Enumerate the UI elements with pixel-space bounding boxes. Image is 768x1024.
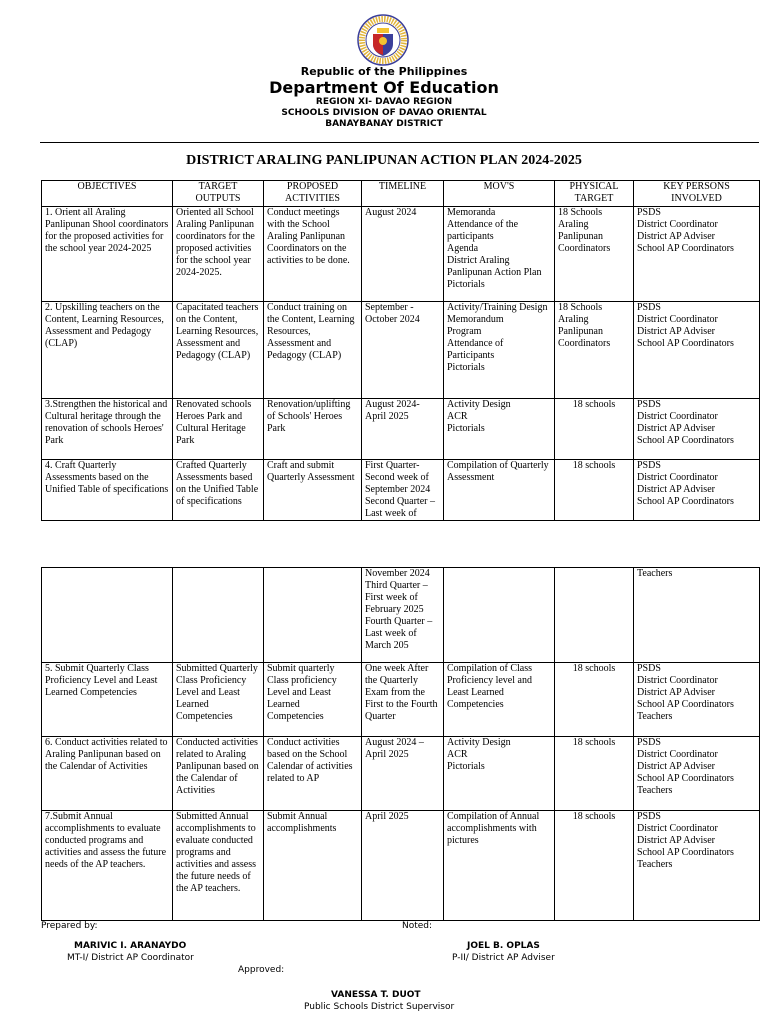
table-row bbox=[42, 737, 760, 811]
objective-cell: 4. Craft Quarterly Assessments based on the Unified Table of specifications bbox=[42, 460, 173, 521]
mov-item: Compilation of Class Proficiency level and Least Learned Competencies bbox=[447, 663, 532, 710]
header-divider bbox=[40, 142, 759, 143]
person-item: School AP Coordinators bbox=[637, 435, 734, 446]
table-row bbox=[42, 302, 760, 399]
key-persons-cell bbox=[634, 737, 760, 811]
person-item: District Coordinator bbox=[637, 411, 718, 422]
region-line: REGION XI- DAVAO REGION bbox=[315, 97, 453, 107]
movs-cell bbox=[444, 399, 555, 460]
output-cell: Submitted Annual accomplishments to evaluate conducted programs and activities and assess the future needs of the AP teachers. bbox=[173, 811, 264, 921]
mov-item: Agenda bbox=[447, 243, 479, 254]
activity-cell: Conduct activities based on the School Calendar of activities related to AP bbox=[264, 737, 362, 811]
timeline-cell: August 2024- April 2025 bbox=[362, 399, 444, 460]
person-item: District AP Adviser bbox=[637, 326, 715, 337]
movs-cell bbox=[444, 811, 555, 921]
key-persons-cell: Teachers bbox=[634, 568, 760, 663]
person-item: District AP Adviser bbox=[637, 423, 715, 434]
output-cell: Crafted Quarterly Assessments based on the Unified Table of specifications bbox=[173, 460, 264, 521]
document-title: DISTRICT ARALING PANLIPUNAN ACTION PLAN 2024-2025 bbox=[186, 153, 582, 168]
mov-item: ACR bbox=[447, 749, 468, 760]
table-row bbox=[42, 460, 760, 521]
key-persons-cell bbox=[634, 663, 760, 737]
person-item: District AP Adviser bbox=[637, 835, 715, 846]
activity-cell: Submit quarterly Class proficiency Level and Least Learned Competencies bbox=[264, 663, 362, 737]
noted-label: Noted: bbox=[402, 921, 433, 931]
output-cell bbox=[173, 568, 264, 663]
activity-cell: Craft and submit Quarterly Assessment bbox=[264, 460, 362, 521]
approved-label: Approved: bbox=[238, 965, 285, 975]
person-item: PSDS bbox=[637, 399, 661, 410]
key-persons-cell bbox=[634, 460, 760, 521]
movs-cell bbox=[444, 663, 555, 737]
activity-cell: Renovation/uplifting of Schools' Heroes Park bbox=[264, 399, 362, 460]
key-persons-cell bbox=[634, 207, 760, 302]
department-name: Department Of Education bbox=[269, 78, 499, 97]
person-item: School AP Coordinators bbox=[637, 338, 734, 349]
mov-item: Activity Design bbox=[447, 737, 511, 748]
key-persons-cell bbox=[634, 811, 760, 921]
timeline-cell: April 2025 bbox=[362, 811, 444, 921]
mov-item: Attendance of the participants bbox=[447, 219, 519, 242]
movs-cell bbox=[444, 460, 555, 521]
col-header-timeline: TIMELINE bbox=[362, 181, 444, 207]
key-persons-cell bbox=[634, 302, 760, 399]
movs-cell bbox=[444, 302, 555, 399]
person-item: District Coordinator bbox=[637, 219, 718, 230]
mov-item: Pictorials bbox=[447, 761, 485, 772]
mov-item: Compilation of Annual accomplishments with pictures bbox=[447, 811, 540, 846]
table-row bbox=[42, 399, 760, 460]
table-row-continuation bbox=[42, 568, 760, 663]
person-item: PSDS bbox=[637, 811, 661, 822]
objective-cell: 2. Upskilling teachers on the Content, Learning Resources, Assessment and Pedagogy (CLAP) bbox=[42, 302, 173, 399]
physical-target-cell bbox=[555, 568, 634, 663]
person-item: PSDS bbox=[637, 302, 661, 313]
physical-target-cell: 18 schools bbox=[555, 811, 634, 921]
person-item: PSDS bbox=[637, 663, 661, 674]
physical-target-cell: 18 schools bbox=[555, 737, 634, 811]
activity-cell: Conduct meetings with the School Araling Panlipunan Coordinators on the activities to be done. bbox=[264, 207, 362, 302]
table-row bbox=[42, 207, 760, 302]
timeline-cell: September - October 2024 bbox=[362, 302, 444, 399]
objective-cell: 7.Submit Annual accomplishments to evaluate conducted programs and activities and assess the future needs of the AP teachers. bbox=[42, 811, 173, 921]
prepared-by-label: Prepared by: bbox=[41, 921, 98, 931]
table-row bbox=[42, 811, 760, 921]
noted-position: P-II/ District AP Adviser bbox=[452, 953, 555, 963]
deped-seal-logo bbox=[357, 14, 409, 66]
timeline-cell: First Quarter- Second week of September 2024 Second Quarter – Last week of bbox=[362, 460, 444, 521]
movs-cell bbox=[444, 568, 555, 663]
objective-cell: 5. Submit Quarterly Class Proficiency Level and Least Learned Competencies bbox=[42, 663, 173, 737]
physical-target-cell: 18 schools bbox=[555, 399, 634, 460]
prepared-by-name: MARIVIC I. ARANAYDO bbox=[74, 941, 187, 951]
person-item: District Coordinator bbox=[637, 314, 718, 325]
output-cell: Oriented all School Araling Panlipunan coordinators for the proposed activities for the school year 2024-2025. bbox=[173, 207, 264, 302]
mov-item: Program bbox=[447, 326, 482, 337]
person-item: District AP Adviser bbox=[637, 761, 715, 772]
activity-cell bbox=[264, 568, 362, 663]
division-line: SCHOOLS DIVISION OF DAVAO ORIENTAL bbox=[281, 108, 487, 118]
person-item: District Coordinator bbox=[637, 749, 718, 760]
col-header-proposed-activities: PROPOSED ACTIVITIES bbox=[264, 181, 362, 207]
key-persons-cell bbox=[634, 399, 760, 460]
movs-cell bbox=[444, 207, 555, 302]
col-header-target-outputs: TARGET OUTPUTS bbox=[173, 181, 264, 207]
mov-item: Activity Design bbox=[447, 399, 511, 410]
col-header-objectives: OBJECTIVES bbox=[42, 181, 173, 207]
col-header-movs: MOV'S bbox=[444, 181, 555, 207]
physical-target-cell: 18 schools bbox=[555, 663, 634, 737]
prepared-by-position: MT-I/ District AP Coordinator bbox=[67, 953, 194, 963]
objective-cell: 1. Orient all Araling Panlipunan Shool coordinators for the proposed activities for the school year 2024-2025 bbox=[42, 207, 173, 302]
mov-item: Compilation of Quarterly Assessment bbox=[447, 460, 549, 483]
objective-cell bbox=[42, 568, 173, 663]
table-header-row bbox=[42, 181, 760, 207]
physical-target-cell: 18 Schools Araling Panlipunan Coordinators bbox=[555, 302, 634, 399]
col-header-key-persons: KEY PERSONS INVOLVED bbox=[634, 181, 760, 207]
output-cell: Capacitated teachers on the Content, Learning Resources, Assessment and Pedagogy (CLAP) bbox=[173, 302, 264, 399]
person-item: School AP Coordinators bbox=[637, 847, 734, 858]
activity-cell: Submit Annual accomplishments bbox=[264, 811, 362, 921]
mov-item: Pictorials bbox=[447, 423, 485, 434]
table-row bbox=[42, 663, 760, 737]
action-plan-table-continued bbox=[41, 567, 760, 921]
mov-item: Memoranda bbox=[447, 207, 496, 218]
mov-item: Memorandum bbox=[447, 314, 504, 325]
output-cell: Submitted Quarterly Class Proficiency Level and Least Learned Competencies bbox=[173, 663, 264, 737]
mov-item: Pictorials bbox=[447, 362, 485, 373]
person-item: School AP Coordinators bbox=[637, 773, 734, 784]
person-item: PSDS bbox=[637, 460, 661, 471]
person-item: District Coordinator bbox=[637, 675, 718, 686]
physical-target-cell: 18 schools bbox=[555, 460, 634, 521]
objective-cell: 3.Strengthen the historical and Cultural heritage through the renovation of schools Heroes' Park bbox=[42, 399, 173, 460]
timeline-cell: August 2024 – April 2025 bbox=[362, 737, 444, 811]
person-item: District Coordinator bbox=[637, 472, 718, 483]
col-header-physical-target: PHYSICAL TARGET bbox=[555, 181, 634, 207]
person-item: School AP Coordinators bbox=[637, 243, 734, 254]
objective-cell: 6. Conduct activities related to Araling Panlipunan based on the Calendar of Activities bbox=[42, 737, 173, 811]
output-cell: Conducted activities related to Araling Panlipunan based on the Calendar of Activities bbox=[173, 737, 264, 811]
person-item: Teachers bbox=[637, 785, 673, 796]
person-item: District AP Adviser bbox=[637, 484, 715, 495]
timeline-cell: August 2024 bbox=[362, 207, 444, 302]
activity-cell: Conduct training on the Content, Learning Resources, Assessment and Pedagogy (CLAP) bbox=[264, 302, 362, 399]
mov-item: Activity/Training Design bbox=[447, 302, 548, 313]
approved-name: VANESSA T. DUOT bbox=[331, 990, 421, 1000]
timeline-cell: One week After the Quarterly Exam from the First to the Fourth Quarter bbox=[362, 663, 444, 737]
person-item: District AP Adviser bbox=[637, 687, 715, 698]
action-plan-table bbox=[41, 180, 760, 521]
person-item: School AP Coordinators bbox=[637, 496, 734, 507]
republic-line: Republic of the Philippines bbox=[300, 65, 468, 78]
physical-target-cell: 18 Schools Araling Panlipunan Coordinators bbox=[555, 207, 634, 302]
noted-name: JOEL B. OPLAS bbox=[467, 941, 540, 951]
output-cell: Renovated schools Heroes Park and Cultural Heritage Park bbox=[173, 399, 264, 460]
person-item: PSDS bbox=[637, 737, 661, 748]
person-item: District AP Adviser bbox=[637, 231, 715, 242]
person-item: District Coordinator bbox=[637, 823, 718, 834]
timeline-cell: November 2024 Third Quarter – First week of February 2025 Fourth Quarter – Last week of March 205 bbox=[362, 568, 444, 663]
mov-item: District Araling Panlipunan Action Plan bbox=[447, 255, 542, 278]
person-item: Teachers bbox=[637, 711, 673, 722]
person-item: Teachers bbox=[637, 859, 673, 870]
district-line: BANAYBANAY DISTRICT bbox=[325, 119, 443, 129]
person-item: School AP Coordinators bbox=[637, 699, 734, 710]
mov-item: ACR bbox=[447, 411, 468, 422]
person-item: PSDS bbox=[637, 207, 661, 218]
mov-item: Attendance of Participants bbox=[447, 338, 504, 361]
movs-cell bbox=[444, 737, 555, 811]
mov-item: Pictorials bbox=[447, 279, 485, 290]
approved-position: Public Schools District Supervisor bbox=[304, 1002, 455, 1012]
